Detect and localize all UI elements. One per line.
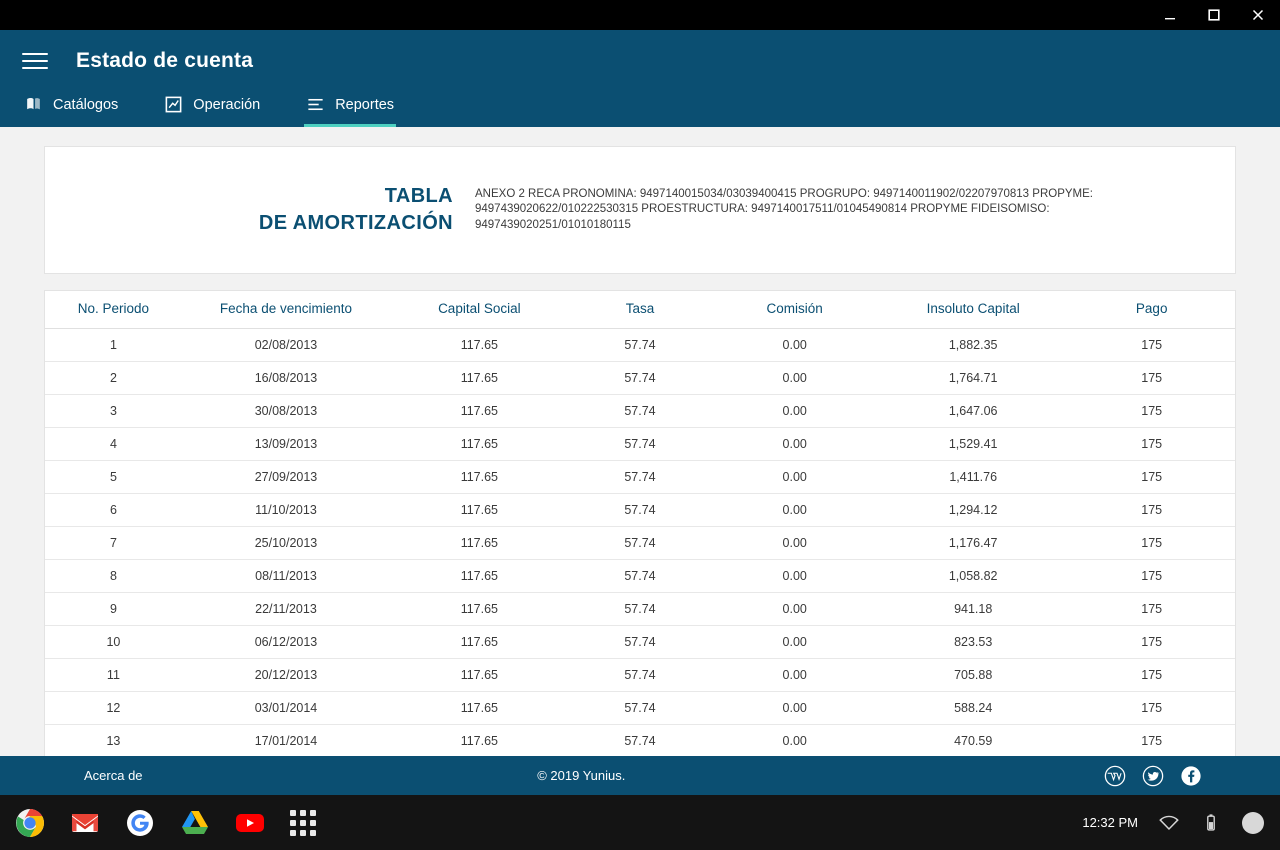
- cell-capital-social: 117.65: [390, 395, 569, 428]
- launcher-dot: [310, 810, 316, 816]
- cell-pago: 175: [1068, 659, 1235, 692]
- cell-tasa: 57.74: [569, 659, 712, 692]
- user-avatar[interactable]: [1242, 812, 1264, 834]
- cell-periodo: 13: [106, 734, 121, 748]
- page-footer: [0, 756, 1280, 795]
- table-head: [45, 291, 1235, 329]
- cell-capital-social: 117.65: [390, 593, 569, 626]
- copyright-text: © 2019 Yunius.: [537, 768, 626, 783]
- report-header-card: [44, 146, 1236, 274]
- cell-comision: 0.00: [711, 494, 878, 527]
- cell-fecha: 16/08/2013: [182, 362, 390, 395]
- cell-periodo: 9: [45, 593, 182, 626]
- cell-capital-social: 117.65: [390, 461, 569, 494]
- launcher-dot: [290, 810, 296, 816]
- cell-capital-social: 117.65: [390, 692, 569, 725]
- cell-insoluto-capital: 1,058.82: [878, 560, 1068, 593]
- cell-periodo: 6: [45, 494, 182, 527]
- minimize-icon: [1162, 7, 1178, 23]
- social-links: [1104, 765, 1280, 787]
- launcher-dot: [290, 820, 296, 826]
- maximize-button[interactable]: [1192, 0, 1236, 30]
- table-header-row: [45, 291, 1235, 329]
- report-title-line1: TABLA: [384, 185, 453, 207]
- close-button[interactable]: [1236, 0, 1280, 30]
- tab-label: Reportes: [335, 96, 395, 113]
- table-row[interactable]: [45, 329, 1235, 362]
- hamburger-line: [22, 53, 48, 55]
- cell-capital-social: 117.65: [390, 428, 569, 461]
- cell-insoluto-capital: 1,882.35: [878, 329, 1068, 362]
- cell-pago: 175: [1068, 329, 1235, 362]
- table-body: [45, 329, 1235, 757]
- shelf-app-list: [0, 807, 317, 839]
- cell-tasa: 57.74: [569, 395, 712, 428]
- cell-capital-social: 117.65: [390, 329, 569, 362]
- cell-comision: 0.00: [711, 527, 878, 560]
- cell-periodo: 4: [45, 428, 182, 461]
- close-icon: [1250, 7, 1266, 23]
- cell-periodo: 7: [45, 527, 182, 560]
- column-header-capital-social[interactable]: Capital Social: [390, 291, 569, 329]
- maximize-icon: [1206, 7, 1222, 23]
- cell-tasa: 57.74: [569, 527, 712, 560]
- cell-comision: 0.00: [711, 461, 878, 494]
- column-header-comision[interactable]: Comisión: [711, 291, 878, 329]
- tab-operacion[interactable]: [162, 92, 262, 127]
- book-icon: [24, 95, 43, 114]
- minimize-button[interactable]: [1148, 0, 1192, 30]
- table-row[interactable]: [45, 428, 1235, 461]
- cell-insoluto-capital: 705.88: [878, 659, 1068, 692]
- wifi-icon: [1158, 812, 1180, 834]
- cell-fecha: 25/10/2013: [182, 527, 390, 560]
- launcher-dot: [300, 830, 306, 836]
- cell-fecha: 30/08/2013: [182, 395, 390, 428]
- cell-insoluto-capital: 1,411.76: [878, 461, 1068, 494]
- table-row[interactable]: [45, 659, 1235, 692]
- cell-pago: 175: [1068, 593, 1235, 626]
- launcher-dot: [300, 820, 306, 826]
- cell-fecha: 22/11/2013: [182, 593, 390, 626]
- cell-fecha: 27/09/2013: [182, 461, 390, 494]
- report-title-line2: DE AMORTIZACIÓN: [258, 212, 453, 234]
- tab-label: Catálogos: [53, 96, 119, 113]
- amortization-table-wrap: [44, 290, 1236, 756]
- column-header-pago[interactable]: Pago: [1068, 291, 1235, 329]
- launcher-dot: [300, 810, 306, 816]
- about-link[interactable]: Acerca de: [84, 768, 143, 783]
- cell-fecha: 11/10/2013: [182, 494, 390, 527]
- cell-tasa: 57.74: [569, 560, 712, 593]
- column-header-periodo[interactable]: No. Periodo: [45, 291, 182, 329]
- cell-fecha: 03/01/2014: [182, 692, 390, 725]
- drive-icon[interactable]: [179, 807, 211, 839]
- cell-capital-social: 117.65: [460, 734, 498, 748]
- cell-comision: 0.00: [711, 362, 878, 395]
- tab-catalogos[interactable]: [22, 92, 120, 127]
- cell-fecha: 06/12/2013: [182, 626, 390, 659]
- cell-comision: 0.00: [711, 428, 878, 461]
- cell-comision: 0.00: [782, 734, 807, 748]
- tab-reportes[interactable]: [304, 92, 396, 127]
- cell-insoluto-capital: 1,529.41: [878, 428, 1068, 461]
- youtube-icon[interactable]: [234, 807, 266, 839]
- cell-comision: 0.00: [711, 593, 878, 626]
- cell-tasa: 57.74: [569, 428, 712, 461]
- cell-capital-social: 117.65: [390, 560, 569, 593]
- hamburger-icon[interactable]: [22, 46, 52, 76]
- cell-insoluto-capital: 941.18: [878, 593, 1068, 626]
- twitter-icon[interactable]: [1142, 765, 1164, 787]
- cell-periodo: 12: [45, 692, 182, 725]
- table-row[interactable]: [45, 494, 1235, 527]
- page-title: Estado de cuenta: [76, 49, 254, 72]
- cell-capital-social: 117.65: [390, 527, 569, 560]
- cell-tasa: 57.74: [569, 329, 712, 362]
- list-icon: [306, 95, 325, 114]
- nav-tabs: [0, 92, 1280, 127]
- cell-tasa: 57.74: [569, 461, 712, 494]
- cell-capital-social: 117.65: [390, 626, 569, 659]
- cell-fecha: 20/12/2013: [182, 659, 390, 692]
- facebook-icon[interactable]: [1180, 765, 1202, 787]
- table-row[interactable]: [45, 527, 1235, 560]
- table-row[interactable]: [45, 725, 1235, 757]
- battery-icon: [1200, 812, 1222, 834]
- cell-insoluto-capital: 823.53: [878, 626, 1068, 659]
- cell-pago: 175: [1068, 428, 1235, 461]
- cell-pago: 175: [1068, 560, 1235, 593]
- column-header-tasa[interactable]: Tasa: [569, 291, 712, 329]
- cell-periodo: 2: [45, 362, 182, 395]
- cell-fecha: 02/08/2013: [182, 329, 390, 362]
- cell-fecha: 13/09/2013: [182, 428, 390, 461]
- cell-tasa: 57.74: [569, 626, 712, 659]
- cell-tasa: 57.74: [624, 734, 656, 748]
- cell-periodo: 5: [45, 461, 182, 494]
- app-launcher-icon[interactable]: [289, 809, 317, 837]
- cell-periodo: 10: [45, 626, 182, 659]
- column-header-insoluto-capital[interactable]: Insoluto Capital: [878, 291, 1068, 329]
- cell-comision: 0.00: [711, 329, 878, 362]
- app-header-top: [0, 30, 1280, 92]
- cell-tasa: 57.74: [569, 593, 712, 626]
- cell-periodo: 11: [45, 659, 182, 692]
- cell-periodo: 8: [45, 560, 182, 593]
- cell-comision: 0.00: [711, 692, 878, 725]
- hamburger-line: [22, 67, 48, 69]
- cell-pago: 175: [1068, 626, 1235, 659]
- cell-tasa: 57.74: [569, 692, 712, 725]
- chrome-icon[interactable]: [14, 807, 46, 839]
- cell-insoluto-capital: 1,294.12: [878, 494, 1068, 527]
- cell-insoluto-capital: 588.24: [878, 692, 1068, 725]
- cell-pago: 175: [1068, 527, 1235, 560]
- table-row[interactable]: [45, 362, 1235, 395]
- report-meta-text: ANEXO 2 RECA PRONOMINA: 9497140015034/03039400415 PROGRUPO: 9497140011902/02207970813 PROPYME: 9497439020622/010222530315 PROESTRUCTURA: 9497140017511/01045490814 PROPYME FIDEISOMISO: 9497439020251/01010180115: [475, 187, 1093, 231]
- cell-insoluto-capital: 1,647.06: [878, 395, 1068, 428]
- cell-insoluto-capital: 1,764.71: [878, 362, 1068, 395]
- hamburger-line: [22, 60, 48, 62]
- launcher-dot: [310, 820, 316, 826]
- cell-pago: 175: [1068, 362, 1235, 395]
- chart-icon: [164, 95, 183, 114]
- cell-pago: 175: [1068, 692, 1235, 725]
- table-row[interactable]: [45, 626, 1235, 659]
- table-row[interactable]: [45, 461, 1235, 494]
- cell-insoluto-capital: 1,176.47: [878, 527, 1068, 560]
- system-tray[interactable]: [1082, 812, 1280, 834]
- cell-periodo: 1: [45, 329, 182, 362]
- cell-insoluto-capital: 470.59: [954, 734, 993, 748]
- cell-pago: 175: [1068, 395, 1235, 428]
- cell-pago: 175: [1068, 461, 1235, 494]
- cell-pago: 175: [1141, 734, 1163, 748]
- cell-capital-social: 117.65: [390, 494, 569, 527]
- cell-periodo: 3: [45, 395, 182, 428]
- os-shelf: [0, 795, 1280, 850]
- cell-pago: 175: [1068, 494, 1235, 527]
- cell-comision: 0.00: [711, 560, 878, 593]
- cell-capital-social: 117.65: [390, 659, 569, 692]
- wordpress-icon[interactable]: [1104, 765, 1126, 787]
- cell-tasa: 57.74: [569, 494, 712, 527]
- cell-comision: 0.00: [711, 395, 878, 428]
- cell-comision: 0.00: [711, 626, 878, 659]
- launcher-dot: [310, 830, 316, 836]
- gmail-icon[interactable]: [69, 807, 101, 839]
- amortization-table: [45, 291, 1235, 756]
- report-title: [45, 183, 475, 237]
- clock-label: 12:32 PM: [1082, 815, 1138, 830]
- table-row[interactable]: [45, 560, 1235, 593]
- table-row[interactable]: [45, 593, 1235, 626]
- google-icon[interactable]: [124, 807, 156, 839]
- column-header-fecha-vencimiento[interactable]: Fecha de vencimiento: [182, 291, 390, 329]
- cell-comision: 0.00: [711, 659, 878, 692]
- main-content: [0, 127, 1280, 756]
- cell-fecha: 08/11/2013: [182, 560, 390, 593]
- app-header: [0, 30, 1280, 127]
- tab-label: Operación: [193, 96, 261, 113]
- table-row[interactable]: [45, 395, 1235, 428]
- table-row[interactable]: [45, 692, 1235, 725]
- cell-tasa: 57.74: [569, 362, 712, 395]
- cell-fecha: 17/01/2014: [254, 734, 318, 748]
- window-titlebar: [0, 0, 1280, 30]
- launcher-dot: [290, 830, 296, 836]
- cell-capital-social: 117.65: [390, 362, 569, 395]
